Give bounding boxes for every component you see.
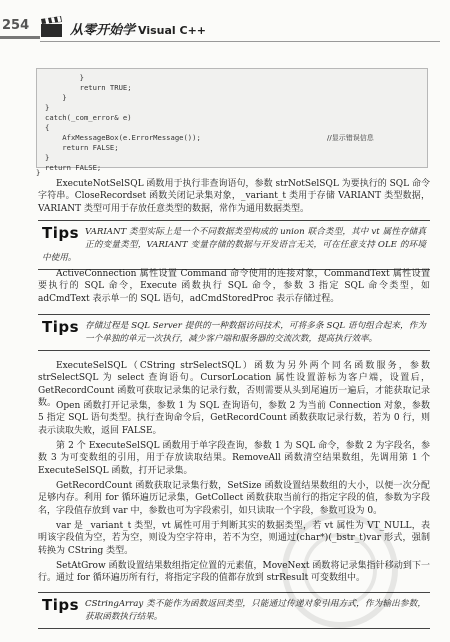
- code-line: }: [45, 93, 67, 102]
- code-block: [36, 68, 428, 172]
- tips-label: Tips: [42, 318, 80, 336]
- code-line: catch(_com_error& e): [45, 113, 132, 122]
- code-line: return FALSE;: [45, 143, 119, 152]
- paragraph-executenotselsql: ExecuteNotSelSQL 函数用于执行非查询语句，参数 strNotSelSQL 为要执行的 SQL 命令字符串。CloseRecordset 函数关闭记录集对象，_variant_t 类用于存储 VARIANT 类型数据，VARIANT 类型可用于存放任意类型的数据，常作为通用数据类型。: [38, 179, 430, 214]
- code-line: }: [45, 153, 50, 162]
- page-header: [0, 14, 450, 44]
- book-title-cn: 从零开始学: [70, 23, 136, 38]
- paragraph-activeconnection: ActiveConnection 属性设置 Command 命令使用的连接对象，CommandText 属性设置要执行的 SQL 命令，Execute 函数执行 SQL 命令，参数 3 指定 SQL 命令类型，如 adCmdText 表示单一的 SQL 语句，adCmdStoredProc 表示存储过程。: [38, 269, 430, 304]
- paragraph-variant-t: var 是 _variant_t 类型，vt 属性可用于判断其实的数据类型，若 vt 属性为 VT_NULL，表明该字段值为空，若为空，则设为空字符串，若不为空，则通过(char*)(_bstr_t)var 形式，强制转换为 CString 类型。: [38, 521, 430, 556]
- tips-label: Tips: [42, 224, 80, 242]
- paragraph-open: Open 函数打开记录集，参数 1 为 SQL 查询语句，参数 2 为当前 Connection 对象，参数 5 指定 SQL 语句类型。执行查询命令后，GetRecordCount 函数获取记录行数，若为 0 行，则表示读取失败，返回 FALSE。: [38, 401, 430, 436]
- code-comment: //显示错误信息: [327, 134, 374, 142]
- watermark-graphic: [120, 510, 420, 630]
- code-line: return FALSE;: [45, 163, 102, 172]
- tips-text: VARIANT 类型实际上是一个不同数据类型构成的 union 联合类型，其中 vt 属性存储真正的变量类型，VARIANT 变量存储的数据与开发语言无关，可在任意支持 OLE 的环境中使用。: [42, 227, 426, 263]
- tips-box-stored-procedure: [38, 314, 430, 351]
- code-line: }: [45, 103, 50, 112]
- page-number-rule: [0, 36, 40, 39]
- book-title-latin: Visual C++: [138, 24, 207, 37]
- tips-text: CStringArray 类不能作为函数返回类型，只能通过传递对象引用方式，作为输出参数，获取函数执行结果。: [85, 599, 426, 622]
- code-text: AfxMessageBox(e.ErrorMessage());: [45, 133, 201, 142]
- book-title: [70, 19, 206, 38]
- paragraph-second-executeselsql: 第 2 个 ExecuteSelSQL 函数用于单字段查询，参数 1 为 SQL 命令，参数 2 为字段名，参数 3 为可变数组的引用，用于存放读取结果。RemoveAll 函数清空结果数组，先调用第 1 个 ExecuteSelSQL 函数，打开记录集。: [38, 441, 430, 476]
- tips-text: 存储过程是 SQL Server 提供的一种数据访问技术，可将多条 SQL 语句组合起来，作为一个单独的单元一次执行，减少客户端和服务器的交流次数，提高执行效率。: [85, 321, 426, 344]
- code-line: return TRUE;: [45, 83, 132, 92]
- paragraph-setatgrow: SetAtGrow 函数设置结果数组指定位置的元素值，MoveNext 函数将记录集指针移动到下一行。通过 for 循环遍历所有行，将指定字段的值都存放到 strResult 可变数组中。: [38, 561, 430, 584]
- code-line: }: [45, 73, 84, 82]
- code-line: {: [45, 123, 50, 132]
- code-closing-brace: }: [36, 168, 41, 177]
- paragraph-getrecordcount: GetRecordCount 函数获取记录集行数，SetSize 函数设置结果数组的大小，以便一次分配足够内存。利用 for 循环遍历记录集，GetCollect 函数获取当前行的指定字段的值，参数为字段名，字段值存放到 var 中，参数也可为字段索引，如只读取一个字段，参数可设为 0。: [38, 481, 430, 516]
- clapperboard-icon: [40, 16, 64, 38]
- tips-label: Tips: [42, 596, 80, 614]
- page-number: 254: [2, 18, 30, 33]
- header-rule: [40, 41, 440, 42]
- code-line-with-comment: [45, 133, 419, 143]
- tips-box-variant: [38, 220, 430, 270]
- paragraph-executeselsql: ExecuteSelSQL（CString strSelectSQL）函数为另外两个同名函数服务，参数 strSelectSQL 为 select 查询语句。CursorLocation 属性设置游标为客户端，设置后，GetRecordCount 函数可获取记录集的记录行数，否则需要从头到尾遍历一遍后，才能获取记录数。: [38, 361, 430, 408]
